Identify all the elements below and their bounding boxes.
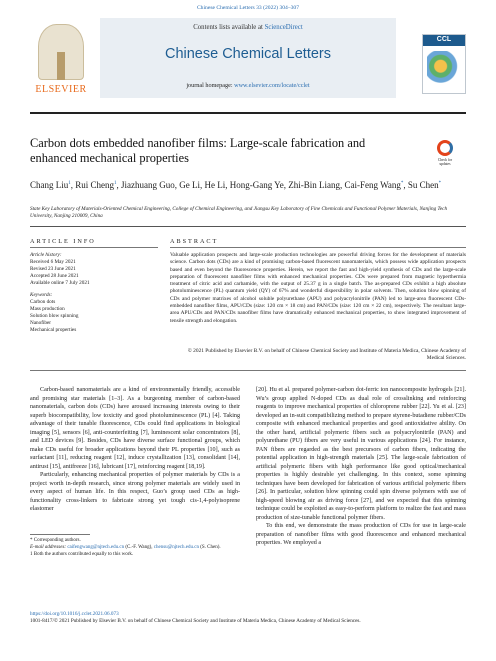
abstract-text: Valuable application prospects and large-scale production technologies are powerful driving forces for the development of materials science. Carbon dots (CDs) are a kind of promising carbon-based fluorescent nanomaterials, which possess wide application prospects based and even beyond the fluorescence properties. Herein, we report the fast and high-yield synthesis of CDs and the large-scale preparation of fluorescent nanofiber films with enhanced mechanical properties. CDs were prepared from magnetic hyperthermia treatment of citric acid and carbamide, with the output of 25.37 g in a single batch. The as-prepared CDs exhibit a high absolute photoluminescence (PL) quantum yield (QY) of 67% and wonderful dispersibility in polar solvents. Then, solution blow spinning of CDs and polymer matrixes of alcohol soluble polyurethane (APU) and polyacrylonitrile (PAN) led to large-area fluorescent CDs-embedded nanofiber films, APU/CDs (size: 120 cm × 18 cm) and PAN/CDs (size: 120 cm × 22 cm), respectively. The resultant large-area APU/CDs and PAN/CDs nanofiber films have dramatically enhanced mechanical properties, to show integrated improvement of tensile strength and elongation. [170,252,466,324]
keywords [30,292,158,334]
journal-title: Chinese Chemical Letters [164,46,332,62]
corresponding-note: * Corresponding authors. [30,538,81,543]
email-link[interactable]: chensu@njtech.edu.cn [153,544,199,550]
elsevier-tree-icon [30,22,92,98]
abstract-copyright: © 2021 Published by Elsevier B.V. on behalf of Chinese Chemical Society and Institute of Materia Medica, Chinese Academy of Medical Sciences. [187,348,466,362]
sciencedirect-link[interactable]: ScienceDirect [264,24,303,31]
author-mark[interactable]: * [400,181,404,186]
body-column-left [30,386,240,514]
author-list: Chang Liu$^1$, Rui Cheng$^1$, Jiazhuang Guo, Ge Li, He Li, Hong-Gang Ye, Zhi-Bin Liang, Cai-Feng Wang*, Su Chen* [30,180,442,190]
article-info-divider [30,247,158,248]
author-name[interactable]: Su Chen [407,180,439,190]
keyword: Nanofiber [30,320,52,326]
keyword: Mass production [30,306,65,312]
author-name[interactable]: He Li [204,180,226,190]
author-name[interactable]: Chang Liu [30,180,69,190]
keyword: Carbon dots [30,299,56,305]
author-name[interactable]: Rui Cheng [75,180,115,190]
email-note: E-mail addresses: caifengwang@njtech.edu.cn (C.-F. Wang), chensu@njtech.edu.cn (S. Chen). [30,544,221,550]
abstract-divider [170,247,466,248]
body-column-right [256,386,466,548]
doi-link[interactable]: https://doi.org/10.1016/j.cclet.2021.06.073 [30,611,119,617]
author-mark[interactable]: 1 [68,181,71,186]
keyword: Mechanical properties [30,327,77,333]
publisher-logo-text: ELSEVIER [35,84,87,95]
footnotes [30,538,240,558]
journal-citation[interactable]: Chinese Chemical Letters 33 (2022) 304–307 [196,5,300,11]
crossmark-icon [437,140,453,156]
header-divider [30,112,466,114]
author-name[interactable]: Cai-Feng Wang [344,180,401,190]
abstract-bottom-divider [30,370,466,371]
body-paragraph: [20]. Hu et al. prepared polymer-carbon dot-ferric ion nanocomposite hydrogels [21]. Wu’s group applied N-doped CDs as dual role of crosslinking and reinforcing reagents to improve mechanical properties of chloroprene rubber [22]. Yu et al. [23] developed an in-suit compatibilizing method to prepare styrene-butadiene rubber/CDs composite with enhanced mechanical properties and good antioxidative ability. On the other hand, artificial polymeric fibers such as polyacrylonitrile (PAN) and polyurethane (PU) fibers are very useful in various applications [24]. For instance, PAN fibers are regarded as the best precursors of carbon fibers, indicating the potential application in high-strength materials [25]. The large-scale fabrication of artificial polymeric fibers with high performance like good optical/mechanical properties is highly desirable yet challenging. In this context, some spinning techniques have been developed for fabrication of various artificial polymeric fibers [26]. In particular, solution blow spinning could spin diverse polymers with use of high-speed blowing air as driving force [27], and we expected that this spinning technique could be exploited as easy-to-perform platform to realize the fast and mass production of size-tunable functional polymer fibers. [256,387,466,521]
article-history [30,252,158,287]
history-label: Article history: [30,252,62,258]
bottom-copyright: 1001-8417/© 2021 Published by Elsevier B.V. on behalf of Chinese Chemical Society and Institute of Materia Medica, Chinese Academy of Medical Sciences. [30,618,361,624]
journal-homepage: journal homepage: www.elsevier.com/locate/cclet [186,82,310,89]
affiliation-divider [30,226,466,227]
footnote-divider [30,534,90,535]
keyword: Solution blow spinning [30,313,79,319]
keywords-label: Keywords: [30,292,53,298]
email-link[interactable]: caifengwang@njtech.edu.cn [67,544,125,550]
history-item: Accepted 28 June 2021 [30,273,79,279]
body-paragraph: Carbon-based nanomaterials are a kind of environmentally friendly, accessible and promising star materials [1–3]. As a burgeoning member of carbon-based nanomaterials, carbon dots (CDs) have aroused increasing interests owing to their superb biocompatibility, low toxicity and good photoluminescence (PL) [4]. Taking advantage of their tunable fluorescence, CDs could find applications in biological imaging [5], sensors [6], anti-counterfeiting [7], luminescent solar concentrators [8], and LED devices [9]. Besides, CDs have diverse surface functional groups, which make CDs useful for broader applications beyond their PL properties [10], such as surfactant [11], reducing reagent [12], induce crystallization [13], consolidant [14], antirust [15], antifreeze [16], lubricant [17], reinforcing reagent [18,19]. [30,387,240,470]
equal-contribution-note: 1 Both the authors contributed equally to this work. [30,551,134,557]
homepage-link[interactable]: www.elsevier.com/locate/cclet [234,82,310,89]
article-title: Carbon dots embedded nanofiber films: Large-scale fabrication and enhanced mechanical properties [30,136,366,165]
author-name[interactable]: Zhi-Bin Liang [288,180,341,190]
history-item: Revised 23 June 2021 [30,266,76,272]
author-name[interactable]: Ge Li [179,180,201,190]
article-info-heading: ARTICLE INFO [30,238,96,245]
body-paragraph: To this end, we demonstrate the mass production of CDs for use in large-scale preparation of nanofiber films with good fluorescence and enhanced mechanical properties. We employed a [256,523,466,546]
journal-header-band [100,18,396,98]
history-item: Received 6 May 2021 [30,259,76,265]
crossmark-button[interactable] [432,140,458,168]
crossmark-label: Check for updates [437,158,453,166]
journal-masthead [30,18,466,110]
author-mark[interactable]: * [438,181,442,186]
journal-cover-thumbnail[interactable] [422,34,466,94]
author-name[interactable]: Jiazhuang Guo [121,180,175,190]
author-mark[interactable]: 1 [114,181,117,186]
abstract-heading: ABSTRACT [170,238,219,245]
contents-line: Contents lists available at ScienceDirect [193,24,303,31]
affiliation: State Key Laboratory of Materials-Oriented Chemical Engineering, College of Chemical Engineering, and Jiangsu Key Laboratory of Fine Chemicals and Functional Polymer Materials, Nanjing Tech University, Nanjing 210009, China [30,206,448,219]
body-paragraph: Particularly, enhancing mechanical properties of polymer materials by CDs is a project worth in-depth research, since strong polymer materials are widely used in every aspect of human life. In this respect, Guo’s group used CDs as high-functionality cross-linkers to fabricate strong yet tough cis-1,4-polyisoprene elastomer [30,472,240,512]
author-name[interactable]: Hong-Gang Ye [229,180,284,190]
history-item: Available online 7 July 2021 [30,280,90,286]
cover-title: CCL [436,36,452,43]
cover-art-icon [427,51,461,89]
